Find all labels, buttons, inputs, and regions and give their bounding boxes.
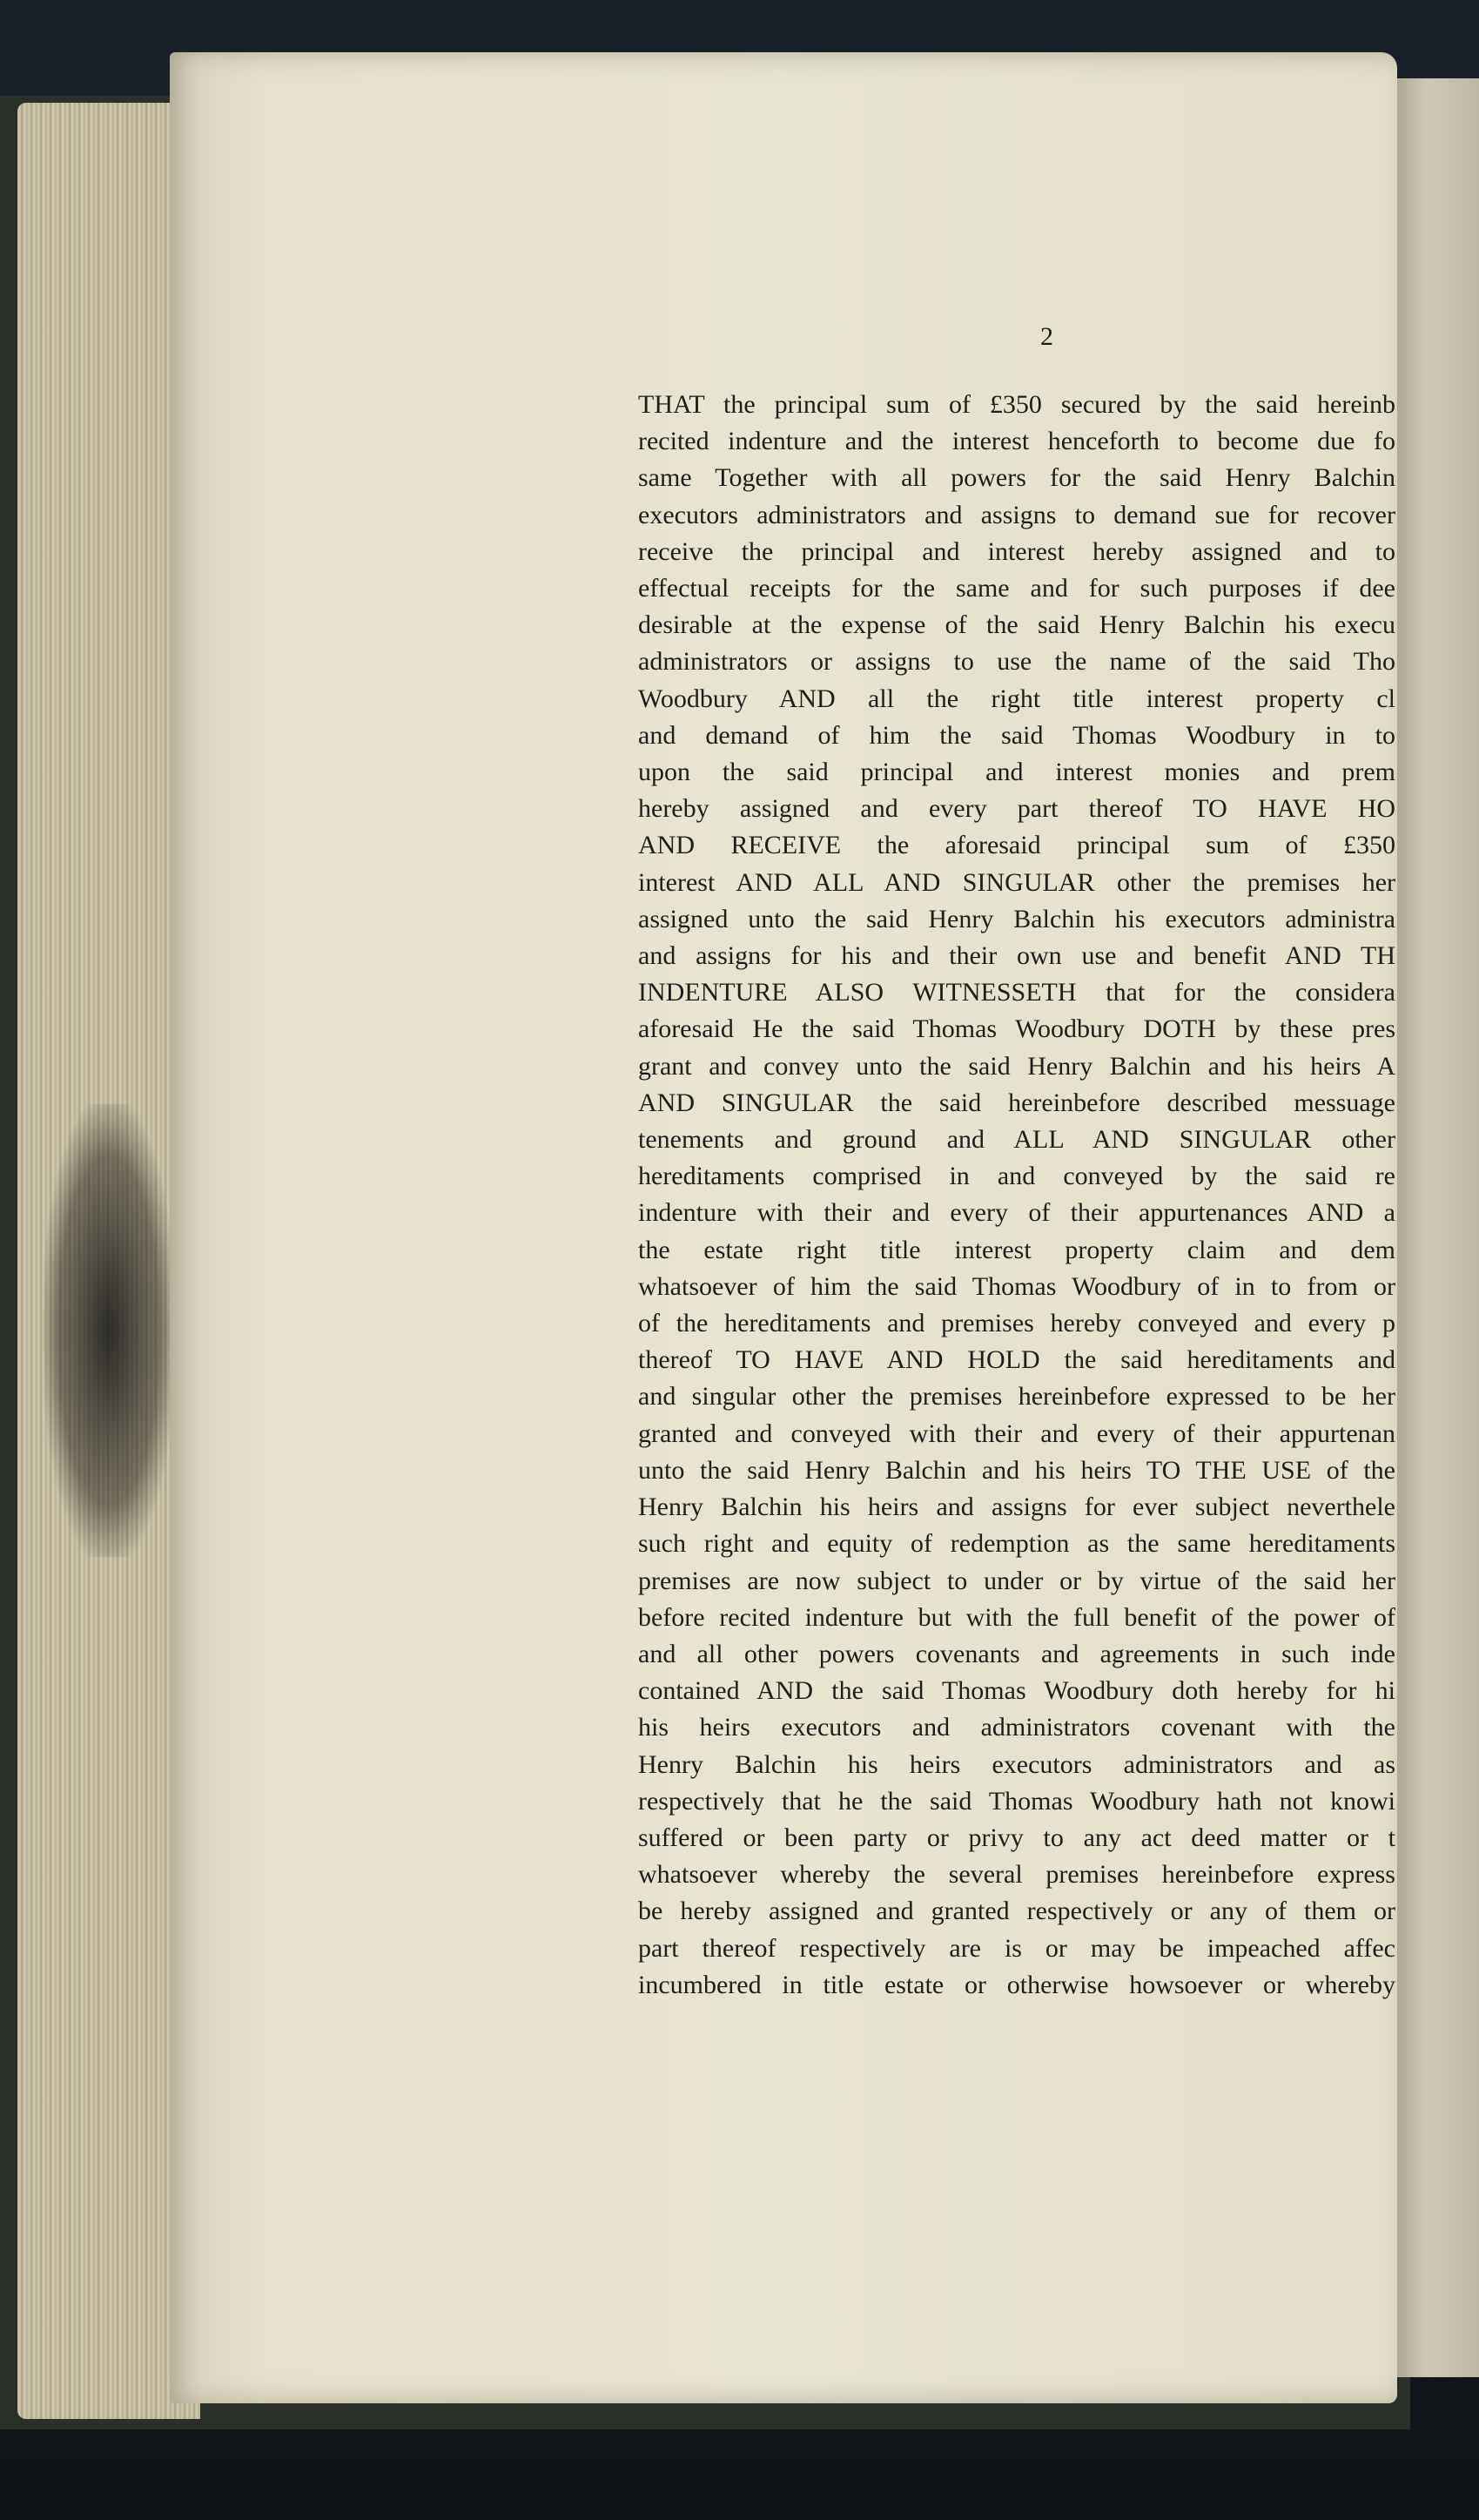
text-line: tenements and ground and ALL AND SINGULAR other [638,1125,1395,1155]
body-text [638,387,1395,2004]
text-line: thereof TO HAVE AND HOLD the said hereditaments and [638,1345,1395,1375]
text-line: unto the said Henry Balchin and his heirs TO THE USE of the [638,1455,1395,1485]
text-line: INDENTURE ALSO WITNESSETH that for the considera [638,978,1395,1007]
text-line: and assigns for his and their own use and benefit AND TH [638,941,1395,971]
text-line: upon the said principal and interest monies and prem [638,758,1395,787]
text-line: hereby assigned and every part thereof TO HAVE HO [638,794,1395,824]
text-line: and demand of him the said Thomas Woodbury in to [638,720,1395,750]
text-line: AND SINGULAR the said hereinbefore described messuage [638,1088,1395,1117]
text-line: desirable at the expense of the said Henry Balchin his execu [638,610,1395,640]
text-line: executors administrators and assigns to demand sue for recover [638,500,1395,529]
text-line: effectual receipts for the same and for such purposes if dee [638,574,1395,603]
text-line: Henry Balchin his heirs executors administrators and as [638,1749,1395,1779]
text-line: Henry Balchin his heirs and assigns for ever subject neverthele [638,1492,1395,1522]
text-line: granted and conveyed with their and every of their appurtenan [638,1418,1395,1448]
page-number: 2 [1040,322,1053,351]
text-line: suffered or been party or privy to any act deed matter or t [638,1823,1395,1852]
text-line: contained AND the said Thomas Woodbury doth hereby for hi [638,1676,1395,1706]
text-line: Woodbury AND all the right title interest property cl [638,684,1395,713]
text-line: AND RECEIVE the aforesaid principal sum of £350 [638,831,1395,860]
text-line: premises are now subject to under or by virtue of the said her [638,1566,1395,1595]
text-line: the estate right title interest property claim and dem [638,1235,1395,1264]
text-line: interest AND ALL AND SINGULAR other the premises her [638,867,1395,897]
text-line: part thereof respectively are is or may be impeached affec [638,1933,1395,1963]
text-line: incumbered in title estate or otherwise howsoever or whereby [638,1970,1395,1999]
text-line: same Together with all powers for the said Henry Balchin [638,463,1395,493]
text-line: indenture with their and every of their appurtenances AND a [638,1198,1395,1228]
text-line: be hereby assigned and granted respectively or any of them or [638,1897,1395,1926]
text-line: assigned unto the said Henry Balchin his executors administra [638,904,1395,933]
text-line: and singular other the premises hereinbefore expressed to be her [638,1382,1395,1412]
text-line: THAT the principal sum of £350 secured by the said hereinb [638,390,1395,419]
text-line: such right and equity of redemption as the same hereditaments [638,1529,1395,1559]
text-line: of the hereditaments and premises hereby conveyed and every p [638,1309,1395,1338]
text-line: receive the principal and interest hereby assigned and to [638,536,1395,566]
text-line: before recited indenture but with the full benefit of the power of [638,1602,1395,1632]
text-line: grant and convey unto the said Henry Balchin and his heirs A [638,1051,1395,1081]
text-line: his heirs executors and administrators covenant with the [638,1713,1395,1742]
facing-page-edge [1393,78,1479,2377]
text-line: whatsoever whereby the several premises hereinbefore express [638,1860,1395,1890]
text-line: and all other powers covenants and agreements in such inde [638,1639,1395,1668]
text-line: aforesaid He the said Thomas Woodbury DOTH by these pres [638,1014,1395,1044]
text-line: respectively that he the said Thomas Woodbury hath not knowi [638,1786,1395,1816]
text-line: administrators or assigns to use the name of the said Tho [638,647,1395,677]
text-line: hereditaments comprised in and conveyed by the said re [638,1162,1395,1191]
text-line: whatsoever of him the said Thomas Woodbury of in to from or [638,1271,1395,1301]
text-line: recited indenture and the interest henceforth to become due fo [638,427,1395,456]
